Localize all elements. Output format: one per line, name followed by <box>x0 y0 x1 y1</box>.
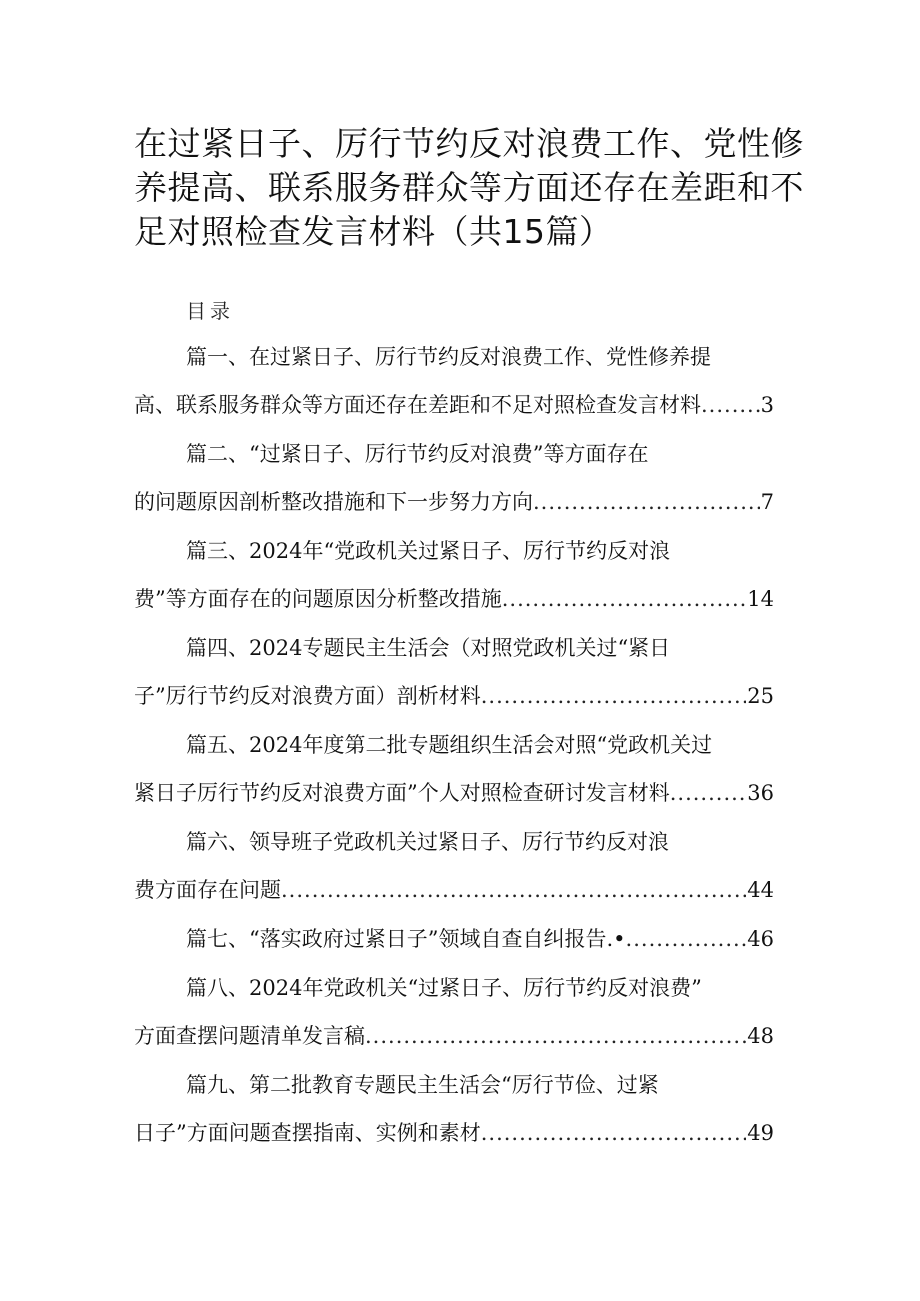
toc-page-number: 3 <box>760 393 774 417</box>
toc-entry-title-line: 篇五、2024年度第二批专题组织生活会对照“党政机关过 <box>186 733 713 757</box>
toc-entry[interactable] <box>134 725 774 821</box>
toc-dot-leader <box>481 1113 747 1153</box>
toc-entry[interactable] <box>134 1065 774 1161</box>
toc-entry-title-line: 篇六、领导班子党政机关过紧日子、厉行节约反对浪 <box>186 830 669 854</box>
toc-entry-line <box>134 919 774 967</box>
toc-entry-text: 篇七、“落实政府过紧日子”领域自查自纠报告.• <box>186 927 626 951</box>
toc-entry[interactable] <box>134 968 774 1064</box>
toc-page-number: 46 <box>747 927 774 951</box>
toc-entry[interactable] <box>134 628 774 724</box>
toc-entry-text: 费”等方面存在的问题原因分析整改措施 <box>134 587 502 611</box>
toc-entry-continuation-line <box>134 1113 774 1161</box>
toc-dot-leader <box>701 385 760 425</box>
table-of-contents <box>134 337 774 1162</box>
document-title: 在过紧日子、厉行节约反对浪费工作、党性修养提高、联系服务群众等方面还存在差距和不足对照检查发言材料（共15篇） <box>134 124 804 251</box>
toc-entry-continuation-line <box>134 870 774 918</box>
toc-dot-leader <box>502 579 747 619</box>
toc-entry-text: 高、联系服务群众等方面还存在差距和不足对照检查发言材料 <box>134 393 701 417</box>
toc-entry-text: 日子”方面问题查摆指南、实例和素材 <box>134 1121 481 1145</box>
toc-entry-continuation-line <box>134 676 774 724</box>
toc-page-number: 44 <box>747 878 774 902</box>
toc-entry[interactable] <box>134 822 774 918</box>
toc-entry-title-line: 篇四、2024专题民主生活会（对照党政机关过“紧日 <box>186 636 671 660</box>
toc-dot-leader <box>626 919 747 959</box>
toc-entry-text: 子”厉行节约反对浪费方面）剖析材料 <box>134 684 481 708</box>
toc-entry-continuation-line <box>134 773 774 821</box>
toc-entry-continuation-line <box>134 385 774 433</box>
toc-dot-leader <box>481 676 747 716</box>
toc-entry-title-line: 篇九、第二批教育专题民主生活会“厉行节俭、过紧 <box>186 1073 659 1097</box>
toc-dot-leader <box>365 1016 746 1056</box>
toc-entry-title-line: 篇一、在过紧日子、厉行节约反对浪费工作、党性修养提 <box>186 345 711 369</box>
toc-page-number: 36 <box>747 781 774 805</box>
toc-dot-leader <box>670 773 747 813</box>
toc-entry[interactable] <box>134 919 774 967</box>
toc-dot-leader <box>533 482 760 522</box>
toc-entry-text: 费方面存在问题 <box>134 878 281 902</box>
toc-page-number: 48 <box>747 1024 774 1048</box>
toc-dot-leader <box>281 870 746 910</box>
toc-entry[interactable] <box>134 531 774 627</box>
toc-entry-continuation-line <box>134 1016 774 1064</box>
toc-entry[interactable] <box>134 434 774 530</box>
toc-entry-text: 方面查摆问题清单发言稿 <box>134 1024 365 1048</box>
toc-entry-text: 的问题原因剖析整改措施和下一步努力方向 <box>134 490 533 514</box>
toc-entry-title-line: 篇三、2024年“党政机关过紧日子、厉行节约反对浪 <box>186 539 671 563</box>
toc-page-number: 14 <box>747 587 774 611</box>
toc-entry-title-line: 篇二、“过紧日子、厉行节约反对浪费”等方面存在 <box>186 442 649 466</box>
toc-entry-text: 紧日子厉行节约反对浪费方面”个人对照检查研讨发言材料 <box>134 781 670 805</box>
toc-heading: 目录 <box>186 299 234 323</box>
toc-entry-continuation-line <box>134 482 774 530</box>
toc-entry-title-line: 篇八、2024年党政机关“过紧日子、厉行节约反对浪费” <box>186 976 702 1000</box>
toc-page-number: 7 <box>760 490 774 514</box>
toc-entry[interactable] <box>134 337 774 433</box>
toc-entry-continuation-line <box>134 579 774 627</box>
toc-page-number: 49 <box>747 1121 774 1145</box>
toc-page-number: 25 <box>747 684 774 708</box>
